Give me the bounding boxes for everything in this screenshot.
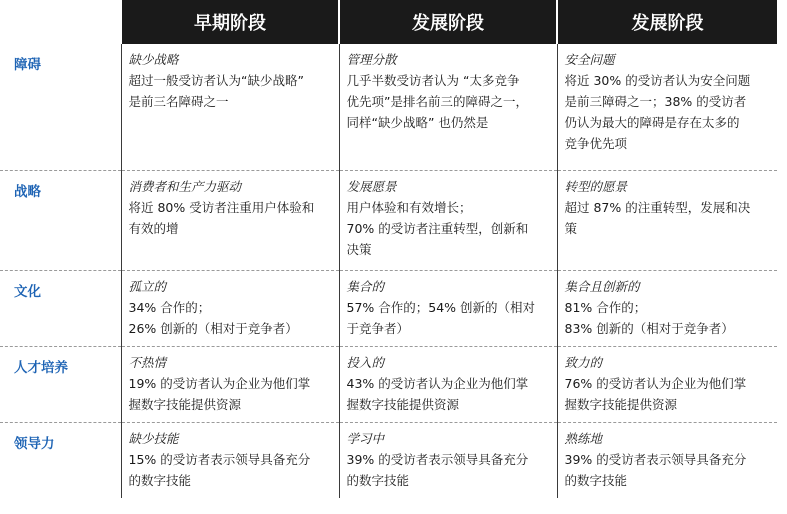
row-strategy <box>0 170 777 270</box>
row-label: 文化 <box>0 270 121 346</box>
cell-subtitle: 致力的 <box>564 354 603 370</box>
header-corner <box>0 0 121 44</box>
table-cell <box>339 270 557 346</box>
table-cell <box>121 44 339 170</box>
cell-subtitle: 不热情 <box>128 354 167 370</box>
table-cell <box>339 44 557 170</box>
table-cell <box>557 170 777 270</box>
cell-text: 将近 30% 的受访者认为安全问题 是前三障碍之一；38% 的受访者 仍认为最大的障碍是存在太多的 竞争优先项 <box>564 73 751 151</box>
cell-text: 将近 80% 受访者注重用户体验和 有效的增 <box>128 199 315 236</box>
row-label: 人才培养 <box>0 346 121 422</box>
table-cell <box>339 170 557 270</box>
cell-text: 用户体验和有效增长； 70% 的受访者注重转型，创新和 决策 <box>346 199 529 257</box>
row-leadership <box>0 422 777 498</box>
cell-text: 15% 的受访者表示领导具备充分 的数字技能 <box>128 451 311 488</box>
table-cell <box>557 270 777 346</box>
row-culture <box>0 270 777 346</box>
cell-text: 39% 的受访者表示领导具备充分 的数字技能 <box>564 451 747 488</box>
table-cell <box>339 346 557 422</box>
cell-subtitle: 管理分散 <box>346 52 397 67</box>
cell-subtitle: 集合且创新的 <box>564 278 640 294</box>
cell-subtitle: 熟练地 <box>564 430 603 446</box>
row-barriers <box>0 44 777 170</box>
cell-text: 34% 合作的； 26% 创新的（相对于竞争者） <box>128 299 298 336</box>
cell-subtitle: 转型的愿景 <box>564 178 628 194</box>
row-label: 障碍 <box>14 57 41 73</box>
cell-text: 39% 的受访者表示领导具备充分 的数字技能 <box>346 451 529 488</box>
table-cell <box>339 422 557 498</box>
cell-subtitle: 缺少技能 <box>128 430 179 446</box>
table-cell <box>121 270 339 346</box>
cell-text: 几乎半数受访者认为 “太多竞争 优先项”是排名前三的障碍之一， 同样“缺少战略” 也仍然是 <box>346 73 528 130</box>
cell-text: 超过一般受访者认为“缺少战略” 是前三名障碍之一 <box>128 73 304 109</box>
table-cell <box>557 422 777 498</box>
table-cell <box>557 346 777 422</box>
cell-text: 81% 合作的； 83% 创新的（相对于竞争者） <box>564 299 734 336</box>
cell-subtitle: 学习中 <box>346 430 385 446</box>
cell-subtitle: 集合的 <box>346 278 385 294</box>
cell-text: 超过 87% 的注重转型，发展和决 策 <box>564 199 751 236</box>
header-early-stage: 早期阶段 <box>121 0 339 44</box>
table-cell <box>121 422 339 498</box>
cell-text: 19% 的受访者认为企业为他们掌 握数字技能提供资源 <box>128 375 311 412</box>
row-label: 领导力 <box>0 422 121 498</box>
cell-subtitle: 消费者和生产力驱动 <box>128 178 242 194</box>
cell-subtitle: 发展愿景 <box>346 178 397 194</box>
cell-subtitle: 缺少战略 <box>128 52 179 67</box>
row-talent <box>0 346 777 422</box>
header-developing-stage: 发展阶段 <box>339 0 557 44</box>
cell-text: 57% 合作的；54% 创新的（相对 于竞争者） <box>346 299 536 336</box>
table-cell <box>121 346 339 422</box>
cell-text: 76% 的受访者认为企业为他们掌 握数字技能提供资源 <box>564 375 747 412</box>
cell-subtitle: 安全问题 <box>564 52 615 67</box>
cell-subtitle: 孤立的 <box>128 278 167 294</box>
table-cell <box>557 44 777 170</box>
row-label: 战略 <box>0 170 121 270</box>
cell-subtitle: 投入的 <box>346 354 385 370</box>
header-developing-stage-2: 发展阶段 <box>557 0 777 44</box>
header-row <box>0 0 777 44</box>
table-cell <box>121 170 339 270</box>
cell-text: 43% 的受访者认为企业为他们掌 握数字技能提供资源 <box>346 375 529 412</box>
